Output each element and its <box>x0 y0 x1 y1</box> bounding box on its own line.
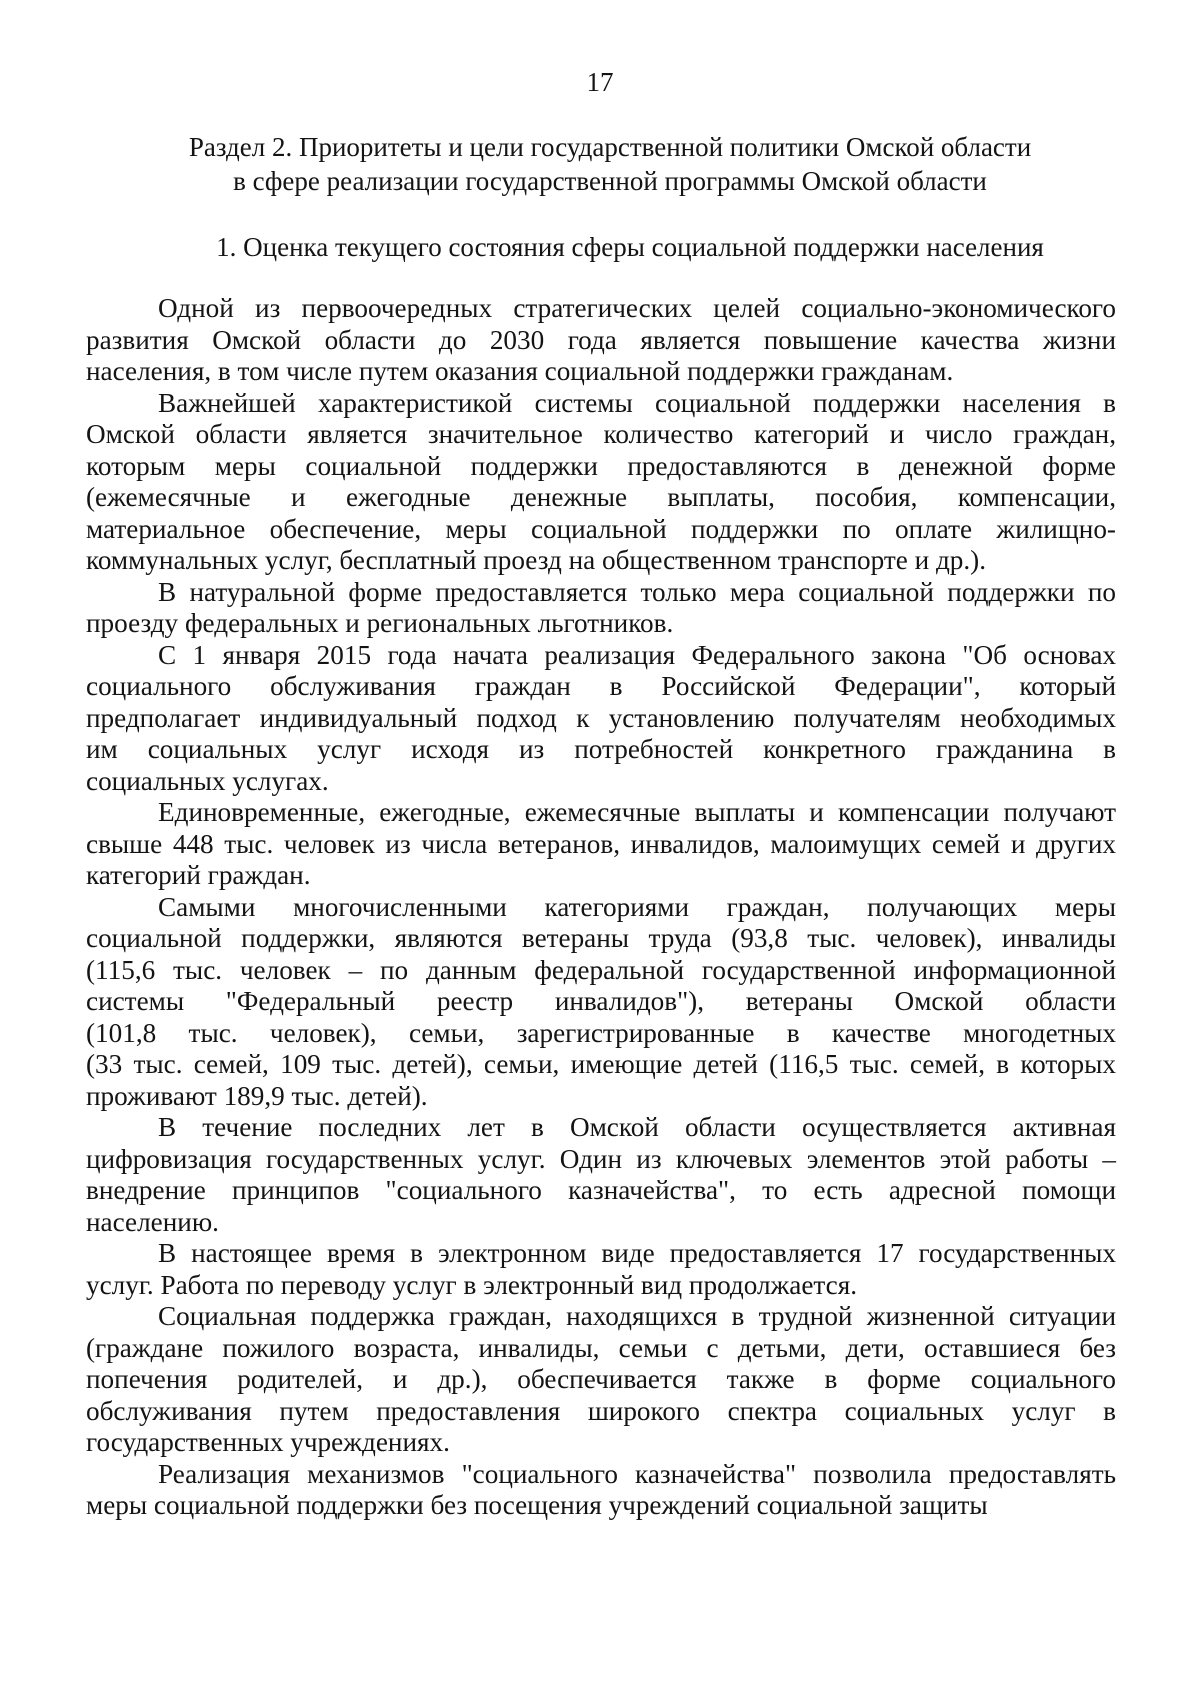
paragraph-line: (115,6 тыс. человек – по данным федеральной государственной информационной <box>86 954 1116 985</box>
paragraph-line: развития Омской области до 2030 года является повышение качества жизни <box>86 324 1116 355</box>
paragraph <box>86 577 1116 640</box>
paragraph-line: Социальная поддержка граждан, находящихся в трудной жизненной ситуации <box>158 1301 1116 1331</box>
paragraph-line: которым меры социальной поддержки предоставляются в денежной форме <box>86 450 1116 481</box>
paragraph-line: социального обслуживания граждан в Российской Федерации", который <box>86 671 1116 701</box>
paragraph-line: обслуживания путем предоставления широкого спектра социальных услуг в <box>86 1395 1116 1426</box>
paragraph-line: материальное обеспечение, меры социальной поддержки по оплате жилищно- <box>86 513 1116 544</box>
subsection-heading: 1. Оценка текущего состояния сферы социальной поддержки населения <box>216 232 1044 262</box>
section-heading-line: в сфере реализации государственной программы Омской области <box>233 165 987 196</box>
page-number: 17 <box>586 67 614 97</box>
paragraph <box>86 640 1116 798</box>
paragraph-line: Важнейшей характеристикой системы социальной поддержки населения в <box>158 387 1116 418</box>
paragraph-line: Реализация механизмов "социального казначейства" позволила предоставлять <box>158 1458 1116 1489</box>
paragraph-line: (33 тыс. семей, 109 тыс. детей), семьи, имеющие детей (116,5 тыс. семей, в которых <box>86 1049 1116 1079</box>
paragraph <box>86 1301 1116 1459</box>
paragraph-line: Одной из первоочередных стратегических целей социально-экономического <box>158 293 1116 323</box>
paragraph-line: Самыми многочисленными категориями граждан, получающих меры <box>158 891 1116 922</box>
paragraph <box>86 892 1116 1113</box>
paragraph-line: социальных услугах. <box>86 765 329 796</box>
paragraph-line: коммунальных услуг, бесплатный проезд на общественном транспорте и др.). <box>86 545 987 575</box>
paragraph-line: цифровизация государственных услуг. Один из ключевых элементов этой работы – <box>86 1143 1116 1174</box>
paragraph-line: В настоящее время в электронном виде предоставляется 17 государственных <box>158 1238 1116 1268</box>
section-heading <box>150 131 1070 198</box>
paragraph-line: С 1 января 2015 года начата реализация Федерального закона "Об основах <box>158 639 1116 670</box>
paragraph-line: категорий граждан. <box>86 860 311 890</box>
paragraph-line: им социальных услуг исходя из потребностей конкретного гражданина в <box>86 734 1116 764</box>
paragraph-line: предполагает индивидуальный подход к установлению получателям необходимых <box>86 702 1116 733</box>
paragraph-line: системы "Федеральный реестр инвалидов"), ветераны Омской области <box>86 986 1116 1016</box>
paragraph-line: услуг. Работа по переводу услуг в электронный вид продолжается. <box>86 1269 858 1300</box>
paragraph <box>86 388 1116 577</box>
paragraph-line: Единовременные, ежегодные, ежемесячные выплаты и компенсации получают <box>158 797 1116 827</box>
paragraph-line: (граждане пожилого возраста, инвалиды, семьи с детьми, дети, оставшиеся без <box>86 1332 1116 1363</box>
paragraph-line: свыше 448 тыс. человек из числа ветеранов, инвалидов, малоимущих семей и других <box>86 828 1116 859</box>
paragraph-line: государственных учреждениях. <box>86 1427 450 1457</box>
paragraph-line: попечения родителей, и др.), обеспечивается также в форме социального <box>86 1364 1116 1394</box>
paragraph-line: населения, в том числе путем оказания социальной поддержки гражданам. <box>86 356 954 386</box>
paragraph-line: В течение последних лет в Омской области осуществляется активная <box>158 1112 1116 1142</box>
paragraph-line: населению. <box>86 1206 219 1237</box>
paragraph-line: внедрение принципов "социального казначейства", то есть адресной помощи <box>86 1175 1116 1205</box>
paragraph <box>86 1112 1116 1238</box>
paragraph-line: В натуральной форме предоставляется только мера социальной поддержки по <box>158 576 1116 607</box>
body-text <box>86 293 1116 1522</box>
paragraph <box>86 797 1116 892</box>
paragraph <box>86 1459 1116 1522</box>
paragraph <box>86 1238 1116 1301</box>
paragraph-line: проезду федеральных и региональных льготников. <box>86 608 674 638</box>
paragraph <box>86 293 1116 388</box>
paragraph-line: меры социальной поддержки без посещения учреждений социальной защиты <box>86 1490 988 1520</box>
paragraph-line: (101,8 тыс. человек), семьи, зарегистрированные в качестве многодетных <box>86 1017 1116 1048</box>
paragraph-line: Омской области является значительное количество категорий и число граждан, <box>86 419 1116 449</box>
paragraph-line: (ежемесячные и ежегодные денежные выплаты, пособия, компенсации, <box>86 482 1116 512</box>
section-heading-line: Раздел 2. Приоритеты и цели государственной политики Омской области <box>188 132 1032 162</box>
paragraph-line: проживают 189,9 тыс. детей). <box>86 1080 428 1111</box>
paragraph-line: социальной поддержки, являются ветераны труда (93,8 тыс. человек), инвалиды <box>86 923 1116 953</box>
